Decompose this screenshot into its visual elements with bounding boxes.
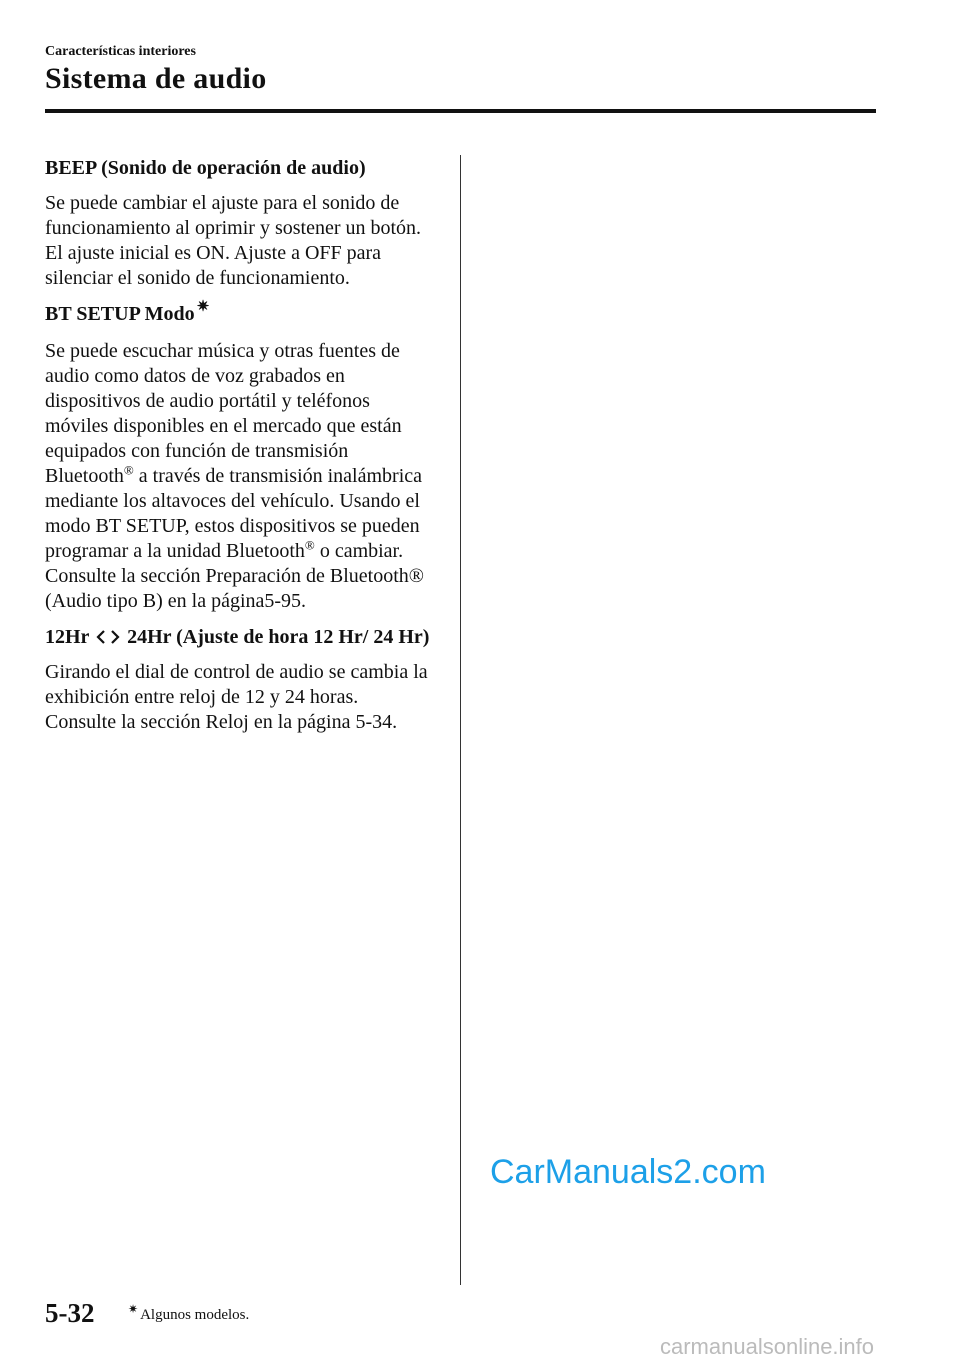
- left-column: [45, 156, 437, 746]
- page-number: 5-32: [45, 1298, 95, 1328]
- star-icon: ✷: [128, 1302, 139, 1316]
- registered-mark: ®: [304, 537, 315, 553]
- beep-body: Se puede cambiar el ajuste para el sonido de funcionamiento al oprimir y sostener un botón. El ajuste inicial es ON. Ajuste a OFF para silenciar el sonido de funcionamiento.: [45, 192, 422, 289]
- column-divider: [460, 155, 461, 1285]
- bt-setup-heading: [45, 299, 437, 329]
- clock-heading-a: 12Hr: [45, 626, 90, 648]
- page-title: Sistema de audio: [45, 62, 267, 95]
- header-rule: [45, 109, 876, 113]
- bt-setup-heading-text: BT SETUP Modo: [45, 303, 195, 325]
- watermark-logo: CarManuals2.com: [490, 1153, 766, 1191]
- clock-heading-b: 24Hr (Ajuste de hora 12 Hr/ 24 Hr): [122, 626, 430, 648]
- bt-setup-body-1: Se puede escuchar música y otras fuentes de audio como datos de voz grabados en dispositivos de audio portátil y teléfonos móviles disponibles en el mercado que están equipados con función de transmisión Bluetooth: [45, 340, 402, 487]
- footnote-text: Algunos modelos.: [140, 1307, 250, 1323]
- chevron-left-icon: [94, 629, 108, 645]
- registered-mark: ®: [123, 462, 134, 478]
- clock-body: [45, 660, 437, 735]
- beep-heading: BEEP (Sonido de operación de audio): [45, 157, 366, 179]
- star-icon: ✷: [196, 299, 210, 315]
- section-label: Características interiores: [45, 44, 196, 59]
- bt-setup-body-4: Consulte la sección Preparación de Bluetooth® (Audio tipo B) en la página5-95.: [45, 565, 424, 612]
- bottom-watermark: carmanualsonline.info: [660, 1334, 875, 1359]
- bt-setup-body-3: o cambiar.: [314, 540, 404, 562]
- chevron-right-icon: [108, 629, 122, 645]
- clock-heading: [45, 625, 437, 650]
- footnote: [128, 1302, 250, 1324]
- clock-body-2: Consulte la sección Reloj en la página 5-34.: [45, 711, 398, 733]
- bt-setup-body: [45, 339, 437, 614]
- clock-body-1: Girando el dial de control de audio se cambia la exhibición entre reloj de 12 y 24 horas.: [45, 661, 428, 708]
- bt-setup-body-2: a través de transmisión inalámbrica mediante los altavoces del vehículo. Usando el modo BT SETUP, estos dispositivos se pueden programar a la unidad Bluetooth: [45, 465, 423, 562]
